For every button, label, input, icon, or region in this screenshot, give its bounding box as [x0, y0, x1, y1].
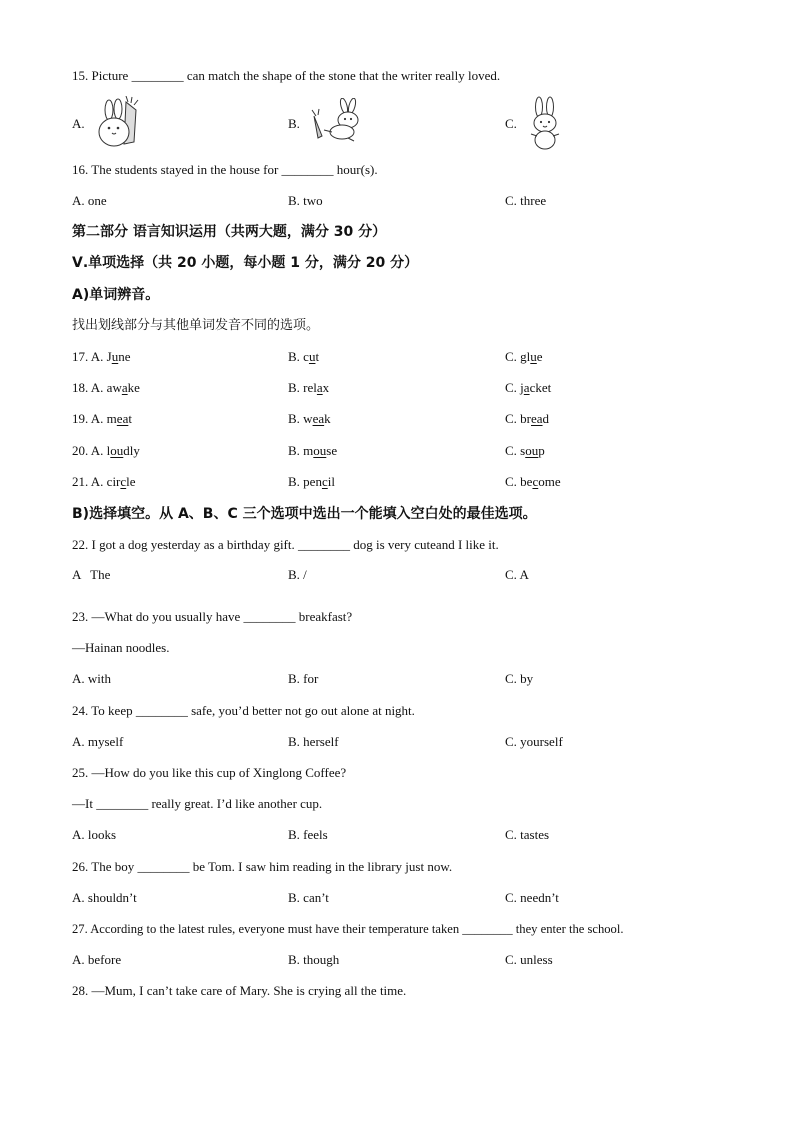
question-24-options: [72, 734, 722, 750]
option-prefix: B. pen: [288, 474, 322, 489]
option-b[interactable]: [288, 380, 329, 396]
underlined-letters: ea: [312, 411, 325, 426]
standing-rabbit-image: [525, 96, 565, 150]
option-a[interactable]: A. one: [72, 193, 107, 208]
underlined-letters: a: [523, 380, 530, 395]
underlined-letters: a: [121, 380, 128, 395]
underlined-letters: u: [308, 349, 316, 364]
question-27-options: [72, 952, 722, 968]
underlined-letters: c: [321, 474, 328, 489]
question-22-options: [72, 567, 722, 583]
option-prefix: C. br: [505, 411, 531, 426]
option-suffix: t: [315, 349, 320, 364]
option-a[interactable]: [72, 349, 131, 365]
question-15-options: [72, 116, 722, 132]
option-b[interactable]: [288, 443, 337, 459]
option-suffix: p: [538, 443, 545, 458]
option-c[interactable]: [505, 443, 545, 459]
option-suffix: t: [128, 411, 132, 426]
option-suffix: dly: [123, 443, 140, 458]
option-suffix: le: [126, 474, 136, 489]
question-18-options: [72, 380, 722, 396]
question-23-options: [72, 671, 722, 687]
option-c[interactable]: C. yourself: [505, 734, 563, 749]
option-prefix: C. gl: [505, 349, 531, 364]
question-22-stem: 22. I got a dog yesterday as a birthday gift. ________ dog is very cuteand I like it.: [72, 537, 499, 552]
section-b-heading: B)选择填空。从 A、B、C 三个选项中选出一个能填入空白处的最佳选项。: [72, 506, 537, 522]
option-b[interactable]: B. two: [288, 193, 323, 208]
option-b[interactable]: [288, 349, 319, 365]
option-c[interactable]: C. tastes: [505, 827, 550, 842]
underlined-letters: u: [111, 349, 119, 364]
option-b[interactable]: B. herself: [288, 734, 339, 749]
option-suffix: x: [322, 380, 330, 395]
question-16-stem: 16. The students stayed in the house for ________ hour(s).: [72, 162, 378, 177]
option-prefix: C. be: [505, 474, 533, 489]
part-2-heading: 第二部分 语言知识运用（共两大题，满分 30 分）: [72, 224, 387, 240]
option-suffix: ne: [118, 349, 131, 364]
option-prefix: B. m: [288, 443, 314, 458]
question-23-reply: —Hainan noodles.: [72, 640, 170, 655]
option-suffix: e: [536, 349, 543, 364]
option-a[interactable]: [72, 474, 136, 490]
option-b[interactable]: B. can’t: [288, 890, 329, 905]
option-a[interactable]: A. shouldn’t: [72, 890, 137, 905]
option-b[interactable]: B. /: [288, 567, 307, 582]
option-prefix: B. c: [288, 349, 309, 364]
option-b[interactable]: B. for: [288, 671, 319, 686]
option-a[interactable]: [72, 443, 140, 459]
option-c[interactable]: C. three: [505, 193, 547, 208]
underlined-letters: ea: [531, 411, 543, 426]
option-a[interactable]: [72, 411, 132, 427]
underlined-letters: u: [530, 349, 537, 364]
option-c[interactable]: [505, 380, 551, 396]
option-b-label[interactable]: B.: [288, 116, 300, 131]
option-a[interactable]: A. myself: [72, 734, 124, 749]
option-prefix: 17. A. J: [72, 349, 112, 364]
option-prefix: 18. A. aw: [72, 380, 122, 395]
question-26-stem: 26. The boy ________ be Tom. I saw him reading in the library just now.: [72, 859, 453, 874]
option-prefix: 21. A. cir: [72, 474, 121, 489]
underlined-letters: ou: [110, 443, 124, 458]
option-b[interactable]: B. feels: [288, 827, 328, 842]
running-rabbit-image: [308, 98, 366, 142]
option-prefix: 20. A. l: [72, 443, 111, 458]
question-20-options: [72, 443, 722, 459]
section-a-heading: A)单词辨音。: [72, 287, 160, 303]
question-21-options: [72, 474, 722, 490]
option-prefix: C. j: [505, 380, 524, 395]
option-a[interactable]: A The: [72, 567, 111, 582]
question-28-stem: 28. —Mum, I can’t take care of Mary. She is crying all the time.: [72, 983, 407, 998]
option-suffix: d: [542, 411, 550, 426]
question-25-options: [72, 827, 722, 843]
option-c[interactable]: C. unless: [505, 952, 553, 967]
option-c[interactable]: C. A: [505, 567, 529, 582]
question-26-options: [72, 890, 722, 906]
underlined-letters: c: [120, 474, 127, 489]
option-a[interactable]: A. before: [72, 952, 122, 967]
option-prefix: 19. A. m: [72, 411, 117, 426]
section-a-instruction: 找出划线部分与其他单词发音不同的选项。: [72, 318, 320, 333]
option-suffix: k: [324, 411, 331, 426]
question-15-stem: 15. Picture ________ can match the shape of the stone that the writer really loved.: [72, 68, 501, 83]
underlined-letters: ou: [525, 443, 539, 458]
option-a[interactable]: A. with: [72, 671, 111, 686]
option-c[interactable]: [505, 349, 543, 365]
option-c[interactable]: C. by: [505, 671, 534, 686]
option-b[interactable]: [288, 411, 331, 427]
option-prefix: B. rel: [288, 380, 317, 395]
option-a[interactable]: A. looks: [72, 827, 117, 842]
option-suffix: il: [327, 474, 335, 489]
question-25-reply: —It ________ really great. I’d like another cup.: [72, 796, 323, 811]
underlined-letters: ou: [313, 443, 327, 458]
option-suffix: se: [326, 443, 338, 458]
question-24-stem: 24. To keep ________ safe, you’d better not go out alone at night.: [72, 703, 415, 718]
question-25-stem: 25. —How do you like this cup of Xinglong Coffee?: [72, 765, 347, 780]
option-c[interactable]: C. needn’t: [505, 890, 559, 905]
underlined-letters: ea: [116, 411, 129, 426]
question-23-stem: 23. —What do you usually have ________ breakfast?: [72, 609, 353, 624]
option-c-label[interactable]: C.: [505, 116, 517, 131]
underlined-letters: a: [316, 380, 323, 395]
option-c[interactable]: [505, 411, 549, 427]
option-a-label[interactable]: A.: [72, 116, 85, 131]
underlined-letters: c: [532, 474, 539, 489]
option-prefix: B. w: [288, 411, 313, 426]
option-suffix: cket: [529, 380, 552, 395]
option-b[interactable]: [288, 474, 335, 490]
option-b[interactable]: B. though: [288, 952, 340, 967]
option-suffix: ke: [127, 380, 140, 395]
option-suffix: ome: [538, 474, 561, 489]
question-16-options: [72, 193, 722, 209]
option-prefix: C. s: [505, 443, 526, 458]
question-17-options: [72, 349, 722, 365]
option-a[interactable]: [72, 380, 140, 396]
question-27-stem: 27. According to the latest rules, everyone must have their temperature taken ________ they enter the school.: [72, 922, 624, 936]
section-5-heading: Ⅴ.单项选择（共 20 小题，每小题 1 分，满分 20 分）: [72, 255, 419, 271]
question-19-options: [72, 411, 722, 427]
option-c[interactable]: [505, 474, 561, 490]
rabbit-with-carrot-image: [96, 96, 140, 148]
